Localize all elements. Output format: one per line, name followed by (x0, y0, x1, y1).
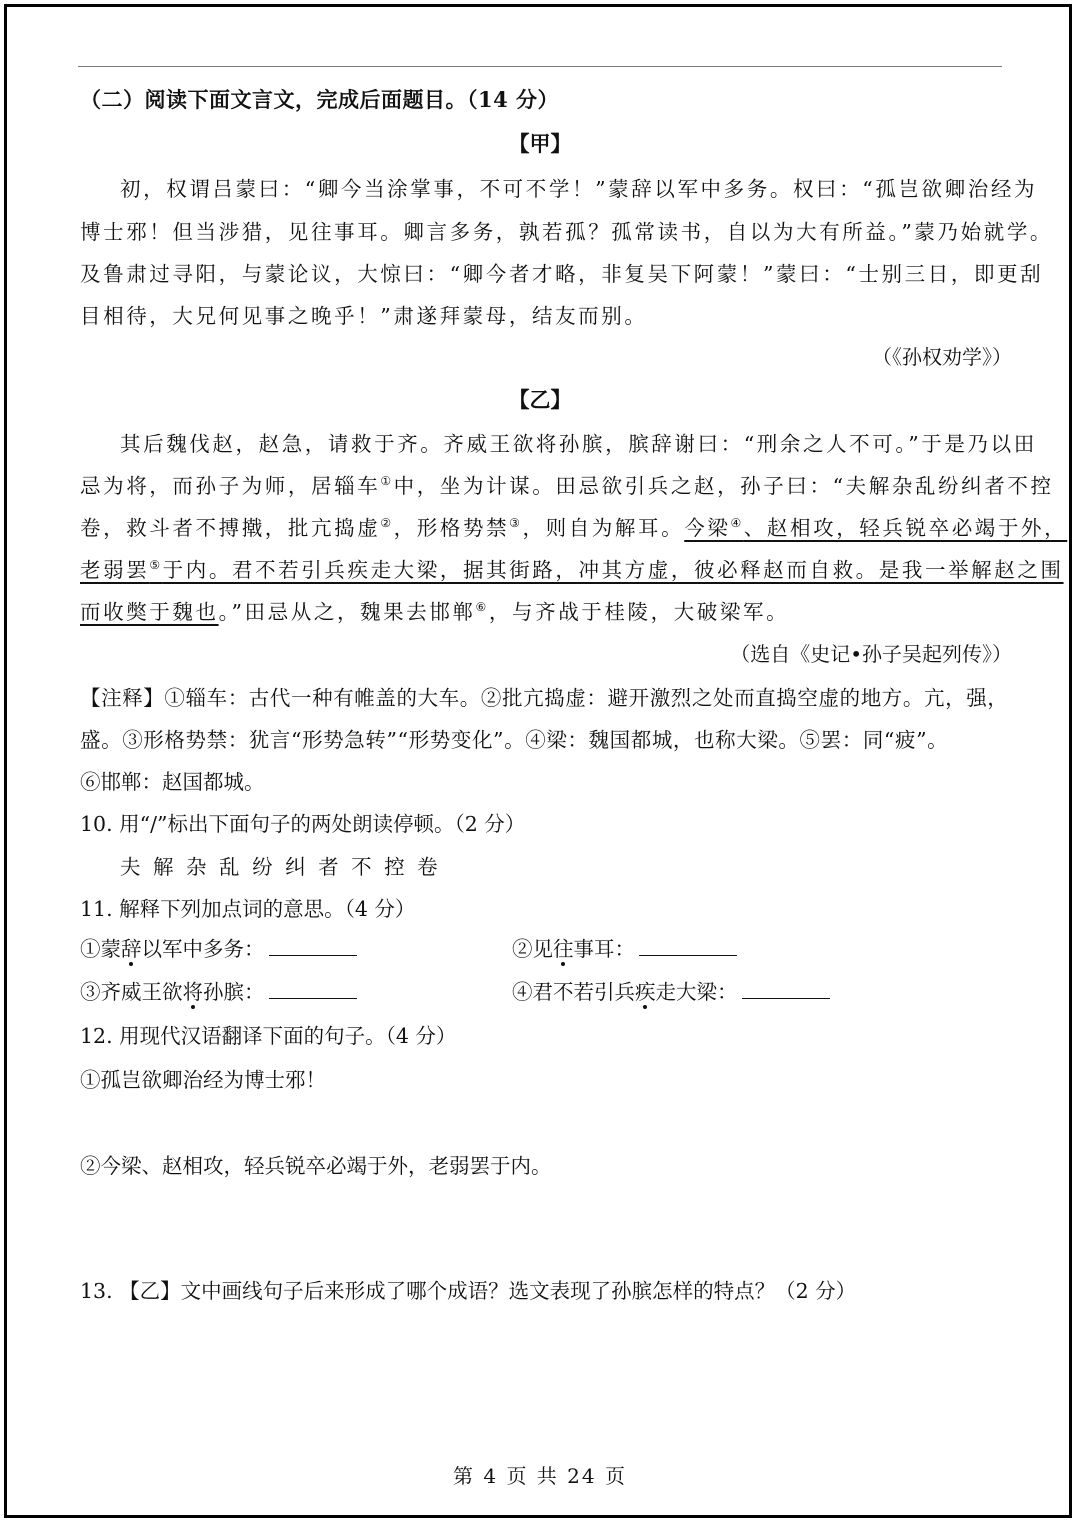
notes-line-2: 盛。③形格势禁：犹言“形势急转”“形势变化”。④梁：魏国都城，也称大梁。⑤罢：同“疲”。 (80, 728, 949, 752)
yi-line-3: 卷，救斗者不搏撠，批亢捣虚②，形格势禁③，则自为解耳。今梁④、赵相攻，轻兵锐卒必竭于外， (80, 516, 1068, 540)
q11-item-1: ①蒙辞以军中多务： (80, 932, 357, 962)
q10-sentence: 夫 解 杂 乱 纷 纠 者 不 控 卷 (120, 855, 441, 879)
answer-blank[interactable] (269, 937, 357, 956)
jia-line-4: 目相待，大兄何见事之晚乎！”肃遂拜蒙母，结友而别。 (80, 304, 648, 328)
yi-line-1: 其后魏伐赵，赵急，请救于齐。齐威王欲将孙膑，膑辞谢曰：“刑余之人不可。”于是乃以田 (120, 432, 1037, 456)
q11-item-3: ③齐威王欲将孙膑： (80, 975, 357, 1005)
answer-blank[interactable] (639, 937, 737, 956)
jia-line-3: 及鲁肃过寻阳，与蒙论议，大惊曰：“卿今者才略，非复吴下阿蒙！”蒙曰：“士别三日，即更刮 (80, 262, 1044, 286)
passage-yi-heading: 【乙】 (508, 387, 572, 412)
q11-item-4: ④君不若引兵疾走大梁： (512, 975, 830, 1005)
answer-blank[interactable] (742, 980, 830, 999)
yi-line-5: 而收獘于魏也。”田忌从之，魏果去邯郸⑥，与齐战于桂陵，大破梁军。 (80, 600, 790, 624)
jia-line-1: 初，权谓吕蒙曰：“卿今当涂掌事，不可不学！”蒙辞以军中多务。权曰：“孤岂欲卿治经为 (120, 177, 1038, 201)
notes-line-3: ⑥邯郸：赵国都城。 (80, 770, 265, 794)
section-title: （二）阅读下面文言文，完成后面题目。（14 分） (80, 87, 560, 112)
question-12: 12. 用现代汉语翻译下面的句子。（4 分） (80, 1024, 457, 1048)
q12-sentence-1: ①孤岂欲卿治经为博士邪！ (80, 1068, 326, 1092)
question-10: 10. 用“/”标出下面句子的两处朗读停顿。（2 分） (80, 812, 526, 836)
underlined-sentence: 而收獘于魏也 (80, 600, 219, 624)
question-11: 11. 解释下列加点词的意思。（4 分） (80, 897, 416, 921)
answer-blank[interactable] (269, 980, 357, 999)
underlined-sentence: 老弱罢⑤于内。君不若引兵疾走大梁，据其街路，冲其方虚，彼必释赵而自救。是我一举解赵之围 (80, 558, 1064, 582)
passage-jia-heading: 【甲】 (508, 131, 572, 156)
jia-source: （《孙权劝学》） (872, 345, 1012, 369)
notes-line-1: 【注释】①辎车：古代一种有帷盖的大车。②批亢捣虚：避开激烈之处而直捣空虚的地方。亢，强， (80, 686, 1009, 710)
q12-sentence-2: ②今梁、赵相攻，轻兵锐卒必竭于外，老弱罢于内。 (80, 1154, 552, 1178)
page-footer: 第 4 页 共 24 页 (453, 1464, 627, 1488)
yi-line-4 (80, 553, 1064, 583)
question-13: 13. 【乙】文中画线句子后来形成了哪个成语？选文表现了孙膑怎样的特点？（2 分） (80, 1279, 857, 1303)
jia-line-2: 博士邪！但当涉猎，见往事耳。卿言多务，孰若孤？孤常读书，自以为大有所益。”蒙乃始就学。 (80, 220, 1054, 244)
yi-source: （选自《史记•孙子吴起列传》） (730, 642, 1012, 666)
yi-line-2: 忌为将，而孙子为师，居辎车①中，坐为计谋。田忌欲引兵之赵，孙子曰：“夫解杂乱纷纠者不控 (80, 474, 1054, 498)
q11-item-2: ②见往事耳： (512, 932, 737, 962)
underlined-sentence: 今梁④、赵相攻，轻兵锐卒必竭于外， (684, 516, 1068, 540)
header-rule (78, 66, 1002, 67)
